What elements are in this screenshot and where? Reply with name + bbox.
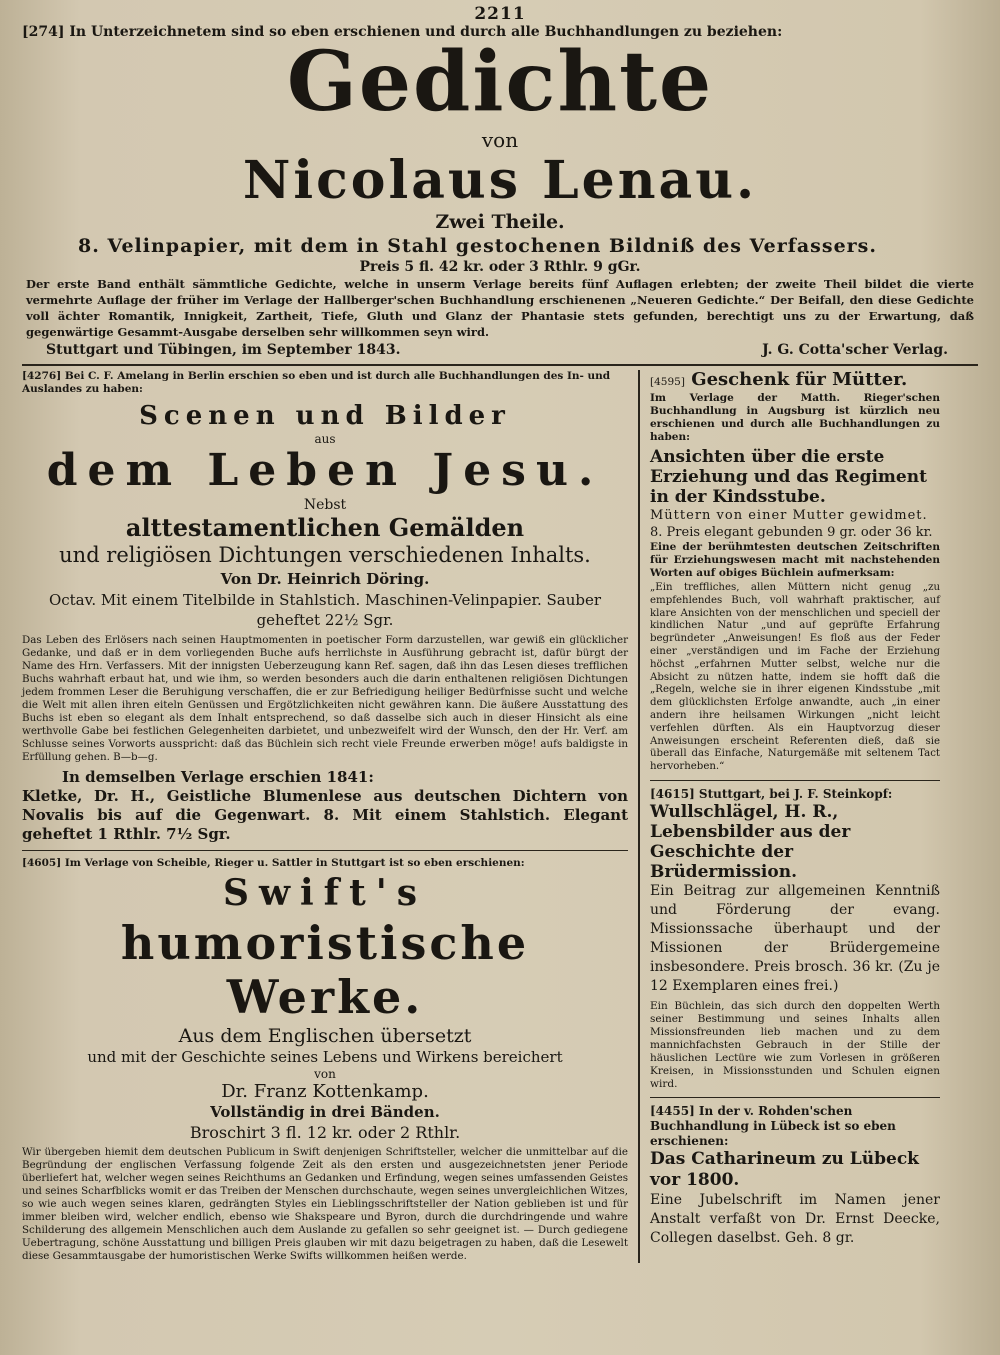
right-column xyxy=(640,370,940,1263)
advert-4605-translated: Aus dem Englischen übersetzt xyxy=(178,1025,472,1047)
left-column xyxy=(22,370,640,1263)
advert-4595-book: Ansichten über die erste Erziehung und das Regiment in der Kindsstube. xyxy=(650,447,927,507)
advert-4276-paragraph: Das Leben des Erlösers nach seinen Hauptmomenten in poetischer Form darzustellen, war gewiß ein glücklicher Gedanke, und daß er in dem vorliegenden Buche aufs herrlichste in Ausführung gebracht ist, dafür bürgt der Name des Hrn. Verfassers. Mit der innigsten Ueberzeugung kann Ref. sagen, daß ihn das Lesen dieses trefflichen Buchs wahrhaft erbaut hat, und wie ihm, so werden besonders auch die darin enthaltenen religiösen Dichtungen jedem frommen Leser die Beruhigung verschaffen, die er zur Befriedigung heiliger Bedürfnisse sucht und welche die Welt mit allen ihren eiteln Genüssen und Ergötzlichkeiten nicht gewähren kann. Die äußere Ausstattung des Buchs ist eben so elegant als dem Inhalt entsprechend, so daß dasselbe sich auch in dieser Hinsicht als eine werthvolle Gabe bei festlichen Gelegenheiten darbietet, und unbezweifelt wird der Wunsch, den der Hr. Verf. am Schlusse seines Vorworts ausspricht: daß das Büchlein sich recht viele Freunde erwerben möge! aufs baldigste in Erfüllung gehen. B—b—g. xyxy=(22,634,628,763)
advert-4276-aus: aus xyxy=(314,432,336,446)
advert-4605-von: von xyxy=(314,1067,336,1081)
advert-4276-line3: alttestamentlichen Gemälden xyxy=(125,513,525,542)
advert-4595-mothers: Müttern von einer Mutter gewidmet. xyxy=(650,508,928,523)
section-divider xyxy=(22,364,978,366)
advert-4276-line4: und religiösen Dichtungen verschiedenen Inhalts. xyxy=(59,543,591,567)
left-divider xyxy=(22,850,628,851)
advert-4595-title: Geschenk für Mütter. xyxy=(691,369,908,390)
advert-4605-title: humoristische Werke. xyxy=(120,916,530,1024)
advert-4605-author: Dr. Franz Kottenkamp. xyxy=(221,1081,429,1102)
advert-4276-line1: Scenen und Bilder xyxy=(139,401,511,431)
advert-4276-same-publisher: In demselben Verlage erschien 1841: xyxy=(62,768,374,786)
advert-4455 xyxy=(650,1104,940,1248)
right-divider-2 xyxy=(650,1097,940,1098)
lenau-title: Gedichte xyxy=(286,34,714,130)
lenau-intro: [274] In Unterzeichnetem sind so eben erschienen und durch alle Buchhandlungen zu beziehen: xyxy=(22,24,783,40)
lenau-price: Preis 5 fl. 42 kr. oder 3 Rthlr. 9 gGr. xyxy=(359,259,641,275)
right-divider-1 xyxy=(650,780,940,781)
advert-4615-intro: [4615] Stuttgart, bei J. F. Steinkopf: xyxy=(650,786,893,801)
advert-4605-complete: Vollständig in drei Bänden. xyxy=(210,1103,440,1121)
advert-4595-header xyxy=(650,370,940,392)
advert-4605 xyxy=(22,857,628,1263)
advert-4595-intro: Im Verlage der Matth. Rieger'schen Buchhandlung in Augsburg ist kürzlich neu erschienen und durch alle Buchhandlungen zu haben: xyxy=(650,392,940,443)
advert-4276 xyxy=(22,370,628,844)
advert-4605-swift: Swift's xyxy=(222,872,428,914)
lenau-parts: Zwei Theile. xyxy=(435,211,565,233)
advert-4595-tag: [4595] xyxy=(650,376,685,388)
lenau-paragraph: Der erste Band enthält sämmtliche Gedichte, welche in unserm Verlage bereits fünf Auflagen erlebten; der zweite Theil bildet die vierte vermehrte Auflage der früher im Verlage der Hallberger'schen Buchhandlung erschienenen „Neueren Gedichte.“ Der Beifall, den diese Gedichte voll ächter Romantik, Innigkeit, Zartheit, Tiefe, Gluth und Glanz der Phantasie stets gefunden, berechtigt uns zu der Erwartung, daß gegenwärtige Gesammt-Ausgabe derselben sehr willkommen seyn wird. xyxy=(26,277,974,339)
advert-4276-author: Von Dr. Heinrich Döring. xyxy=(220,570,430,588)
advert-4276-nebst: Nebst xyxy=(303,497,347,513)
advert-4455-body: Eine Jubelschrift im Namen jener Anstalt verfaßt von Dr. Ernst Deecke, Collegen daselbst. Geh. 8 gr. xyxy=(650,1191,940,1246)
advert-4276-line2: dem Leben Jesu. xyxy=(46,445,604,496)
advert-4276-kletke: Kletke, Dr. H., Geistliche Blumenlese aus deutschen Dichtern von Novalis bis auf die Gegenwart. 8. Mit einem Stahlstich. Elegant geheftet 1 Rthlr. 7½ Sgr. xyxy=(22,787,628,843)
lenau-footer xyxy=(22,340,978,360)
advert-4605-intro: [4605] Im Verlage von Scheible, Rieger u. Sattler in Stuttgart ist so eben erschienen: xyxy=(22,857,525,869)
lenau-von: von xyxy=(481,128,519,152)
advert-4455-intro: [4455] In der v. Rohden'schen Buchhandlung in Lübeck ist so eben erschienen: xyxy=(650,1103,896,1148)
lenau-advert xyxy=(22,24,978,360)
advert-4276-intro: [4276] Bei C. F. Amelang in Berlin erschien so eben und ist durch alle Buchhandlungen des In- und Auslandes zu haben: xyxy=(22,370,611,395)
advert-4276-format: Octav. Mit einem Titelbilde in Stahlstich. Maschinen-Velinpapier. Sauber geheftet 22½ Sgr. xyxy=(48,591,602,629)
advert-4605-paragraph: Wir übergeben hiemit dem deutschen Publicum in Swift denjenigen Schriftsteller, welcher die unmittelbar auf die Begründung der englischen Verfassung folgende Zeit als den ersten und ausgezeichnetsten jener Periode überliefert hat, welcher wegen seines Reichthums an Gedanken und Erfindung, wegen seines umfassenden Geistes und seines Scharfblicks womit er das Treiben der Menschen durchschaute, wegen seines unvergleichlichen Witzes, so wie auch wegen seines klaren, gedrängten Styles ein Lieblingsschriftsteller der Nation geblieben ist und für immer bleiben wird, welcher endlich, ebenso wie Shakspeare und Byron, durch die durchdringende und wahre Schilderung des allgemein Menschlichen auch dem Auslande zu gefallen so sehr geeignet ist. — Durch gediegene Uebertragung, schöne Ausstattung und billigen Preis glauben wir mit dazu beigetragen zu haben, daß die Lesewelt diese Gesammtausgabe der humoristischen Werke Swifts willkommen heißen werde. xyxy=(22,1146,628,1262)
advert-4595-price: 8. Preis elegant gebunden 9 gr. oder 36 kr. xyxy=(650,525,933,540)
lenau-place: Stuttgart und Tübingen, im September 1843. xyxy=(46,342,401,358)
advert-4605-price: Broschirt 3 fl. 12 kr. oder 2 Rthlr. xyxy=(189,1123,461,1142)
advert-4615 xyxy=(650,787,940,1091)
columns xyxy=(22,370,978,1263)
advert-4595-paragraph: Eine der berühmtesten deutschen Zeitschriften für Erziehungswesen macht mit nachstehenden Worten auf obiges Büchlein aufmerksam: xyxy=(650,541,940,579)
advert-4595 xyxy=(650,370,940,774)
page-number: 2211 xyxy=(474,4,526,24)
lenau-author: Nicolaus Lenau. xyxy=(242,150,758,211)
lenau-publisher: J. G. Cotta'scher Verlag. xyxy=(762,342,948,358)
advert-4605-enriched: und mit der Geschichte seines Lebens und Wirkens bereichert xyxy=(87,1048,563,1066)
advert-4595-quote: „Ein treffliches, allen Müttern nicht genug „zu empfehlendes Buch, voll wahrhaft praktischer, auf klare Ansichten von der menschlichen und speciell der kindlichen Natur „und auf geprüfte Erfahrung begründeter „Anweisungen! Es floß aus der Feder einer „verständigen und im Fache der Erziehung höchst „erfahrnen Mutter selbst, welche nur die Absicht zu nützen hatte, indem sie hofft daß die „Regeln, welche sie in ihrer eigenen Kindsstube „mit dem glücklichsten Erfolge anwandte, auch „in einer andern ihre heilsamen Wirkungen „nicht leicht verfehlen dürften. Als ein Hauptvorzug dieser Anweisungen erscheint Referenten dieß, daß sie überall das Einfache, Naturgemäße mit seltenem Tact hervorheben.“ xyxy=(650,582,940,773)
advert-4615-body: Ein Beitrag zur allgemeinen Kenntniß und Förderung der evang. Missionssache überhaupt und der Missionen der Brüdergemeine insbesondere. Preis brosch. 36 kr. (Zu je 12 Exemplaren eines frei.) xyxy=(650,882,940,994)
advert-4615-title: Wullschlägel, H. R., Lebensbilder aus der Geschichte der Brüdermission. xyxy=(650,801,851,882)
lenau-paper: 8. Velinpapier, mit dem in Stahl gestochenen Bildniß des Verfassers. xyxy=(78,235,877,257)
advert-4615-note: Ein Büchlein, das sich durch den doppelten Werth seiner Bestimmung und seines Inhalts allen Missionsfreunden lieb machen und zu dem mannichfachsten Gebrauch in der Stille der häuslichen Lectüre wie zum Vorlesen in größeren Kreisen, in Missionsstunden und Schulen eignen wird. xyxy=(650,999,940,1090)
advert-4455-title: Das Catharineum zu Lübeck vor 1800. xyxy=(650,1148,919,1190)
